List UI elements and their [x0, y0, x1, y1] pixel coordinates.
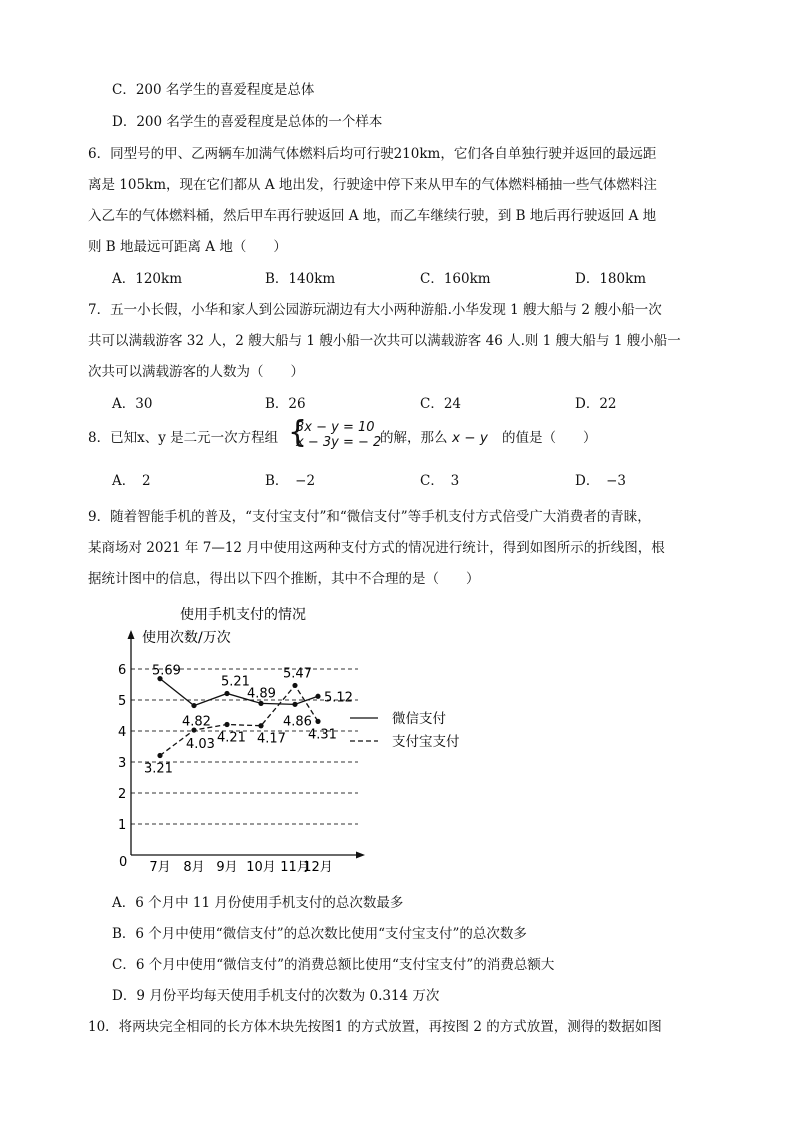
q6-line-2: 离是 105km，现在它们都从 A 地出发，行驶途中停下来从甲车的气体燃料桶抽一些气体燃料注: [88, 177, 657, 193]
q6-option-c: C．160km: [420, 271, 491, 287]
q8-brace: {: [288, 415, 308, 450]
q7-option-a: A．30: [112, 396, 153, 412]
payment-line-chart: [100, 600, 500, 885]
data-label: 4.31: [308, 727, 337, 743]
data-label: 5.21: [221, 674, 250, 690]
q8-expression: x − y: [452, 430, 488, 446]
q6-option-d: D．180km: [575, 271, 647, 287]
data-label: 3.21: [144, 761, 173, 777]
x-tick-label: 10月: [246, 860, 276, 875]
data-point: [292, 683, 297, 688]
q6-option-a: A．120km: [112, 271, 182, 287]
q7-option-b: B．26: [265, 396, 306, 412]
data-point: [315, 719, 320, 724]
q9-line-2: 某商场对 2021 年 7—12 月中使用这两种支付方式的情况进行统计，得到如图所示的折线图，根: [88, 540, 665, 556]
y-tick-label: 1: [118, 818, 127, 833]
x-tick-label: 7月: [149, 860, 171, 875]
legend-label: 微信支付: [392, 711, 446, 727]
y-tick-label: 6: [118, 663, 127, 678]
data-label: 5.69: [152, 663, 181, 679]
data-point: [292, 702, 297, 707]
x-axis-arrow: [356, 852, 365, 859]
q6-option-b: B．140km: [265, 271, 336, 287]
data-point: [258, 723, 263, 728]
q8-suffix-a: 的解，那么: [380, 430, 448, 446]
data-label: 4.86: [283, 714, 312, 730]
data-label: 5.12: [324, 690, 353, 706]
data-label: 4.89: [247, 686, 276, 702]
q8-eq1: 3x − y = 10: [296, 420, 375, 435]
data-label: 5.47: [283, 666, 312, 682]
q8-option-c: C． 3: [420, 473, 460, 489]
y-tick-label: 0: [119, 855, 128, 870]
data-label: 4.21: [217, 730, 246, 746]
q6-line-1: 6．同型号的甲、乙两辆车加满气体燃料后均可行驶210km，它们各自单独行驶并返回的最远距: [88, 146, 657, 162]
q9-line-3: 据统计图中的信息，得出以下四个推断，其中不合理的是（ ）: [88, 571, 480, 587]
y-tick-label: 3: [118, 756, 127, 771]
x-tick-label: 9月: [216, 860, 238, 875]
data-point: [224, 691, 229, 696]
data-point: [258, 701, 263, 706]
q8-option-b: B． −2: [265, 473, 316, 489]
data-label: 4.82: [182, 714, 211, 730]
q6-line-4: 则 B 地最远可距离 A 地（ ）: [88, 239, 287, 255]
data-label: 4.03: [186, 737, 215, 753]
q7-option-d: D．22: [575, 396, 617, 412]
q6-line-3: 入乙车的气体燃料桶，然后甲车再行驶返回 A 地，而乙车继续行驶，到 B 地后再行驶返回 A 地: [88, 208, 657, 224]
chart-title: 使用手机支付的情况: [180, 607, 306, 623]
q7-option-c: C．24: [420, 396, 462, 412]
x-tick-label: 11月: [280, 860, 310, 875]
data-point: [224, 722, 229, 727]
y-axis-arrow: [128, 630, 135, 639]
data-point: [191, 703, 196, 708]
q7-line-1: 7．五一小长假，小华和家人到公园游玩湖边有大小两种游船.小华发现 1 艘大船与 2 艘小船一次: [88, 302, 662, 318]
y-tick-label: 5: [118, 694, 127, 709]
q9-option-a: A．6 个月中 11 月份使用手机支付的总次数最多: [112, 895, 404, 911]
y-tick-label: 2: [118, 787, 127, 802]
q8-option-a: A． 2: [112, 473, 151, 489]
x-tick-label: 12月: [303, 860, 333, 875]
y-tick-label: 4: [118, 725, 127, 740]
q8-suffix-b: 的值是（ ）: [502, 430, 597, 446]
q7-line-3: 次共可以满载游客的人数为（ ）: [88, 364, 304, 380]
data-label: 4.17: [257, 731, 286, 747]
q5-option-d: D．200 名学生的喜爱程度是总体的一个样本: [112, 114, 383, 130]
q10-line-1: 10．将两块完全相同的长方体木块先按图1 的方式放置，再按图 2 的方式放置，测得的数据如图: [88, 1019, 662, 1035]
q8-option-d: D． −3: [575, 473, 626, 489]
q9-option-b: B．6 个月中使用“微信支付”的总次数比使用“支付宝支付”的总次数多: [112, 926, 527, 942]
q9-option-c: C．6 个月中使用“微信支付”的消费总额比使用“支付宝支付”的消费总额大: [112, 957, 555, 973]
chart-y-axis-label: 使用次数/万次: [142, 630, 231, 646]
data-point: [315, 694, 320, 699]
q8-eq2: x − 3y = − 2: [296, 435, 382, 450]
x-tick-label: 8月: [183, 860, 205, 875]
q9-line-1: 9．随着智能手机的普及，“支付宝支付”和“微信支付”等手机支付方式倍受广大消费者的青睐，: [88, 509, 651, 525]
legend-label: 支付宝支付: [392, 734, 460, 750]
q8-equation-system: [296, 420, 381, 450]
q8-prefix: 8．已知x、y 是二元一次方程组: [88, 430, 279, 446]
q5-option-c: C．200 名学生的喜爱程度是总体: [112, 82, 315, 98]
data-point: [157, 753, 162, 758]
q9-option-d: D．9 月份平均每天使用手机支付的次数为 0.314 万次: [112, 988, 440, 1004]
q7-line-2: 共可以满载游客 32 人，2 艘大船与 1 艘小船一次共可以满载游客 46 人.则 1 艘大船与 1 艘小船一: [88, 333, 681, 349]
